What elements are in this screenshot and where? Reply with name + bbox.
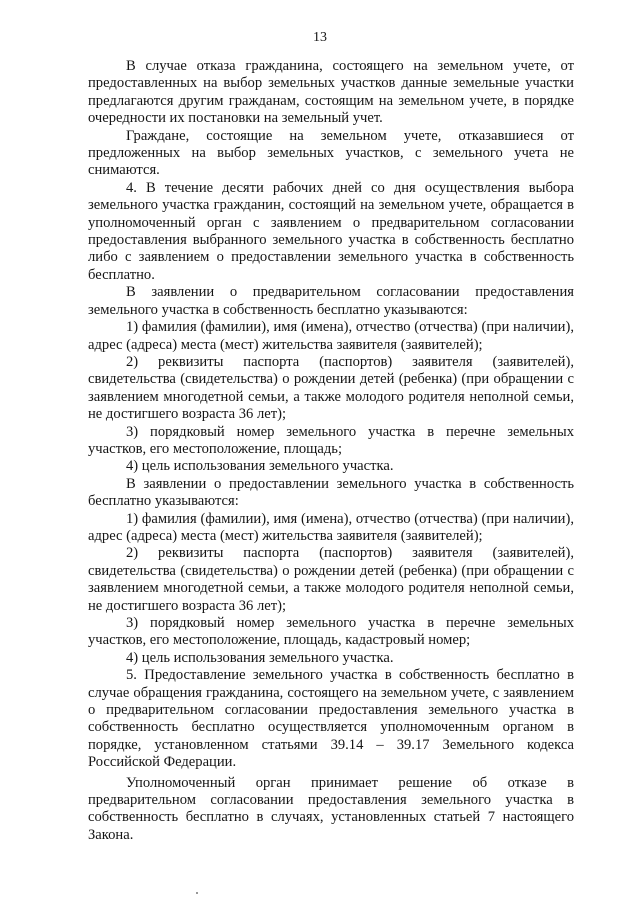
paragraph-refusal-decision: Уполномоченный орган принимает решение об отказе в предварительном согласовании предоставления земельного участка в собственность бесплатно в случаях, установленных статьей 7 настоящего Закона.	[88, 774, 574, 843]
paragraph-refusal-reassignment: В случае отказа гражданина, состоящего на земельном учете, от предоставленных на выбор земельных участков данные земельные участки предлагаются другим гражданам, состоящим на земельном учете, в порядке очередности их постановки на земельный учет.	[88, 58, 574, 127]
document-body	[88, 58, 574, 844]
paragraph-refusal-not-removed: Граждане, состоящие на земельном учете, отказавшиеся от предложенных на выбор земельных участков, с земельного учета не снимаются.	[88, 127, 574, 179]
list-item-3-plot-number: 3) порядковый номер земельного участка в перечне земельных участков, его местоположение, площадь;	[88, 423, 574, 457]
list-item-2-passport: 2) реквизиты паспорта (паспортов) заявителя (заявителей), свидетельства (свидетельства) о рождении детей (ребенка) (при обращении с заявлением многодетной семьи, а также молодого родителя неполной семьи, не достигшего возраста 36 лет);	[88, 353, 574, 423]
list-item-4-purpose: 4) цель использования земельного участка.	[126, 458, 394, 475]
list-item-2-passport: 2) реквизиты паспорта (паспортов) заявителя (заявителей), свидетельства (свидетельства) о рождении детей (ребенка) (при обращении с заявлением многодетной семьи, а также молодого родителя неполной семьи, не достигшего возраста 36 лет);	[88, 545, 574, 614]
page-number: 13	[313, 30, 327, 45]
list-item-4-purpose: 4) цель использования земельного участка.	[126, 649, 394, 666]
paragraph-item-5: 5. Предоставление земельного участка в собственность бесплатно в случае обращения гражданина, состоящего на земельном учете, с заявлением о предварительном согласовании предоставления земельного участка в собственность бесплатно осуществляется уполномоченным органом в порядке, установленном статьями 39.14 – 39.17 Земельного кодекса Российской Федерации.	[88, 667, 574, 771]
list-item-1-names: 1) фамилия (фамилии), имя (имена), отчество (отчества) (при наличии), адрес (адреса) места (мест) жительства заявителя (заявителей);	[88, 319, 574, 353]
paragraph-item-4: 4. В течение десяти рабочих дней со дня осуществления выбора земельного участка гражданин, состоящий на земельном учете, обращается в уполномоченный орган с заявлением о предварительном согласовании предоставления выбранного земельного участка в собственность бесплатно либо с заявлением о предоставлении земельного участка в собственность бесплатно.	[88, 179, 574, 283]
list-item-3-plot-number-cadastral: 3) порядковый номер земельного участка в перечне земельных участков, его местоположение, площадь, кадастровый номер;	[88, 615, 574, 649]
paragraph-provision-application-intro: В заявлении о предоставлении земельного участка в собственность бесплатно указываются:	[88, 475, 574, 510]
paragraph-preliminary-application-intro: В заявлении о предварительном согласовании предоставления земельного участка в собственность бесплатно указываются:	[88, 284, 574, 318]
scan-speck	[196, 892, 198, 894]
list-item-1-names: 1) фамилия (фамилии), имя (имена), отчество (отчества) (при наличии), адрес (адреса) места (мест) жительства заявителя (заявителей);	[88, 510, 574, 544]
